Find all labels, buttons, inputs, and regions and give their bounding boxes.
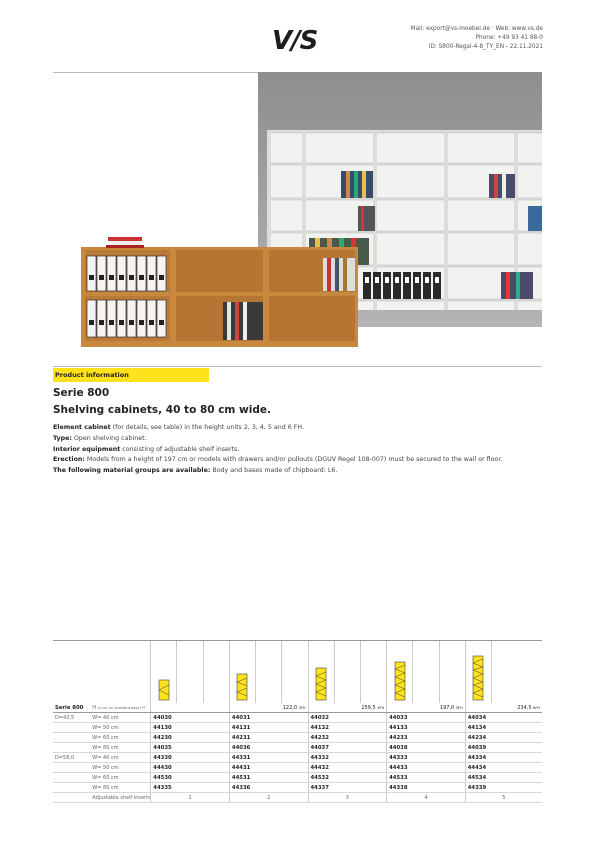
article-number: 44430 (151, 763, 230, 773)
width-label: W= 50 cm (90, 723, 150, 733)
article-number: 44335 (151, 783, 230, 793)
document-id: ID: S800-Regal-4-8_TY_EN - 22.11.2021 (428, 44, 543, 50)
desc-interior-bold: Interior equipment (53, 445, 121, 453)
article-number: 44232 (308, 733, 387, 743)
product-subtitle: Shelving cabinets, 40 to 80 cm wide. (53, 404, 271, 416)
article-number: 44133 (387, 723, 466, 733)
serie-label: Serie 800 (53, 703, 90, 713)
desc-materials (53, 466, 542, 477)
description (53, 423, 542, 477)
article-number: 44530 (151, 773, 230, 783)
height-col-5 (465, 703, 542, 713)
desc-type-bold: Type: (53, 434, 72, 442)
height-label (90, 703, 150, 713)
width-label: W= 40 cm (90, 713, 150, 723)
cabinet-icons-row (53, 641, 542, 703)
vs-logo: V/S (272, 26, 318, 56)
table-row (53, 753, 542, 763)
article-number: 44035 (151, 743, 230, 753)
table-row (53, 763, 542, 773)
article-number: 44132 (308, 723, 387, 733)
contact-block (411, 25, 543, 52)
article-number: 44434 (465, 763, 542, 773)
article-number: 44234 (465, 733, 542, 743)
article-number: 44339 (465, 783, 542, 793)
article-number: 44131 (229, 723, 308, 733)
article-number: 44033 (387, 713, 466, 723)
desc-materials-bold: The following material groups are available: (53, 467, 211, 475)
product-photo (53, 72, 542, 364)
cabinet-icon-2fh (151, 641, 177, 703)
height-value: 234,5 (517, 704, 532, 711)
article-number: 44431 (229, 763, 308, 773)
depth-label (53, 763, 90, 773)
article-number: 44034 (465, 713, 542, 723)
serie-title: Serie 800 (53, 387, 110, 399)
article-number: 44336 (229, 783, 308, 793)
article-number: 44039 (465, 743, 542, 753)
table-row (53, 743, 542, 753)
table-row (53, 733, 542, 743)
table-row (53, 773, 542, 783)
article-number: 44037 (308, 743, 387, 753)
shelf-count: 4 (387, 793, 466, 803)
article-number: 44330 (151, 753, 230, 763)
depth-label (53, 723, 90, 733)
article-number: 44032 (308, 713, 387, 723)
article-number: 44233 (387, 733, 466, 743)
desc-materials-text: Body and bases made of chipboard: L6. (210, 467, 338, 475)
cabinet-icon-3fh (229, 641, 255, 703)
height-value: 197,0 (439, 704, 455, 711)
desc-erection-bold: Erection: (53, 456, 85, 464)
article-number: 44030 (151, 713, 230, 723)
depth-label: D=42,5 (53, 713, 90, 723)
depth-label (53, 773, 90, 783)
desc-element (53, 423, 542, 434)
article-table (53, 641, 542, 803)
shelf-inserts-label: Adjustable shelf inserts (92, 794, 151, 801)
desc-interior-text: consisting of adjustable shelf inserts. (120, 445, 240, 453)
desc-erection-text: Models from a height of 197 cm or models with drawers and/or pullouts (DGUV Regel 108-007) must be secured to the wall or floor. (84, 456, 503, 464)
width-label: W= 40 cm (90, 753, 150, 763)
article-number: 44338 (387, 783, 466, 793)
article-number: 44531 (229, 773, 308, 783)
table-row (53, 713, 542, 723)
height-value: 122,0 (282, 704, 298, 711)
article-number: 44337 (308, 783, 387, 793)
width-label: W= 60 cm (90, 773, 150, 783)
height-unit: 5FH (455, 705, 463, 710)
width-label: W= 80 cm (90, 743, 150, 753)
shelf-count: 5 (465, 793, 542, 803)
article-number: 44532 (308, 773, 387, 783)
article-number: 44533 (387, 773, 466, 783)
height-col-1 (151, 703, 230, 713)
shelf-inserts-row (53, 793, 542, 803)
article-number: 44534 (465, 773, 542, 783)
article-number: 44231 (229, 733, 308, 743)
height-unit: 4FH (377, 705, 385, 710)
height-note: in cm (or standard base) ** (97, 705, 146, 710)
shelf-count: 1 (151, 793, 230, 803)
desc-type (53, 434, 542, 445)
depth-label: D=58,0 (53, 753, 90, 763)
article-number: 44038 (387, 743, 466, 753)
article-number: 44333 (387, 753, 466, 763)
height-h: H (92, 704, 97, 711)
article-number: 44031 (229, 713, 308, 723)
table-row (53, 783, 542, 793)
desc-erection (53, 455, 542, 466)
product-divider (53, 366, 542, 367)
contact-mail-web: Mail: export@vs-moebel.de · Web: www.vs.de (410, 26, 543, 32)
desc-element-text: (for details, see table) in the height units 2, 3, 4, 5 and 6 FH. (110, 424, 304, 431)
article-number: 44230 (151, 733, 230, 743)
desc-element-bold: Element cabinet (53, 424, 111, 431)
contact-phone: Phone: +49 93 41 88-0 (475, 35, 543, 41)
article-number: 44332 (308, 753, 387, 763)
table-header-row (53, 703, 542, 713)
article-number: 44334 (465, 753, 542, 763)
depth-label (53, 743, 90, 753)
cabinet-icon-4fh (308, 641, 334, 703)
cabinet-icon-6fh (465, 641, 491, 703)
article-number: 44432 (308, 763, 387, 773)
article-number: 44331 (229, 753, 308, 763)
height-unit: 6FH (533, 705, 540, 710)
depth-label (53, 733, 90, 743)
article-number: 44036 (229, 743, 308, 753)
width-label: W= 60 cm (90, 733, 150, 743)
article-number: 44130 (151, 723, 230, 733)
shelf-count: 3 (308, 793, 387, 803)
cabinet-icon-5fh (387, 641, 413, 703)
desc-type-text: Open shelving cabinet. (71, 434, 147, 442)
depth-label (53, 783, 90, 793)
height-col-2 (229, 703, 308, 713)
product-info-label: Product information (53, 368, 209, 382)
article-number: 44433 (387, 763, 466, 773)
table-row (53, 723, 542, 733)
desc-interior (53, 445, 542, 456)
shelf-count: 2 (229, 793, 308, 803)
height-value: 159,5 (361, 704, 376, 711)
article-number: 44134 (465, 723, 542, 733)
height-unit: 3FH (298, 705, 306, 710)
height-col-3 (308, 703, 387, 713)
width-label: W= 80 cm (90, 783, 150, 793)
height-col-4 (387, 703, 466, 713)
width-label: W= 50 cm (90, 763, 150, 773)
